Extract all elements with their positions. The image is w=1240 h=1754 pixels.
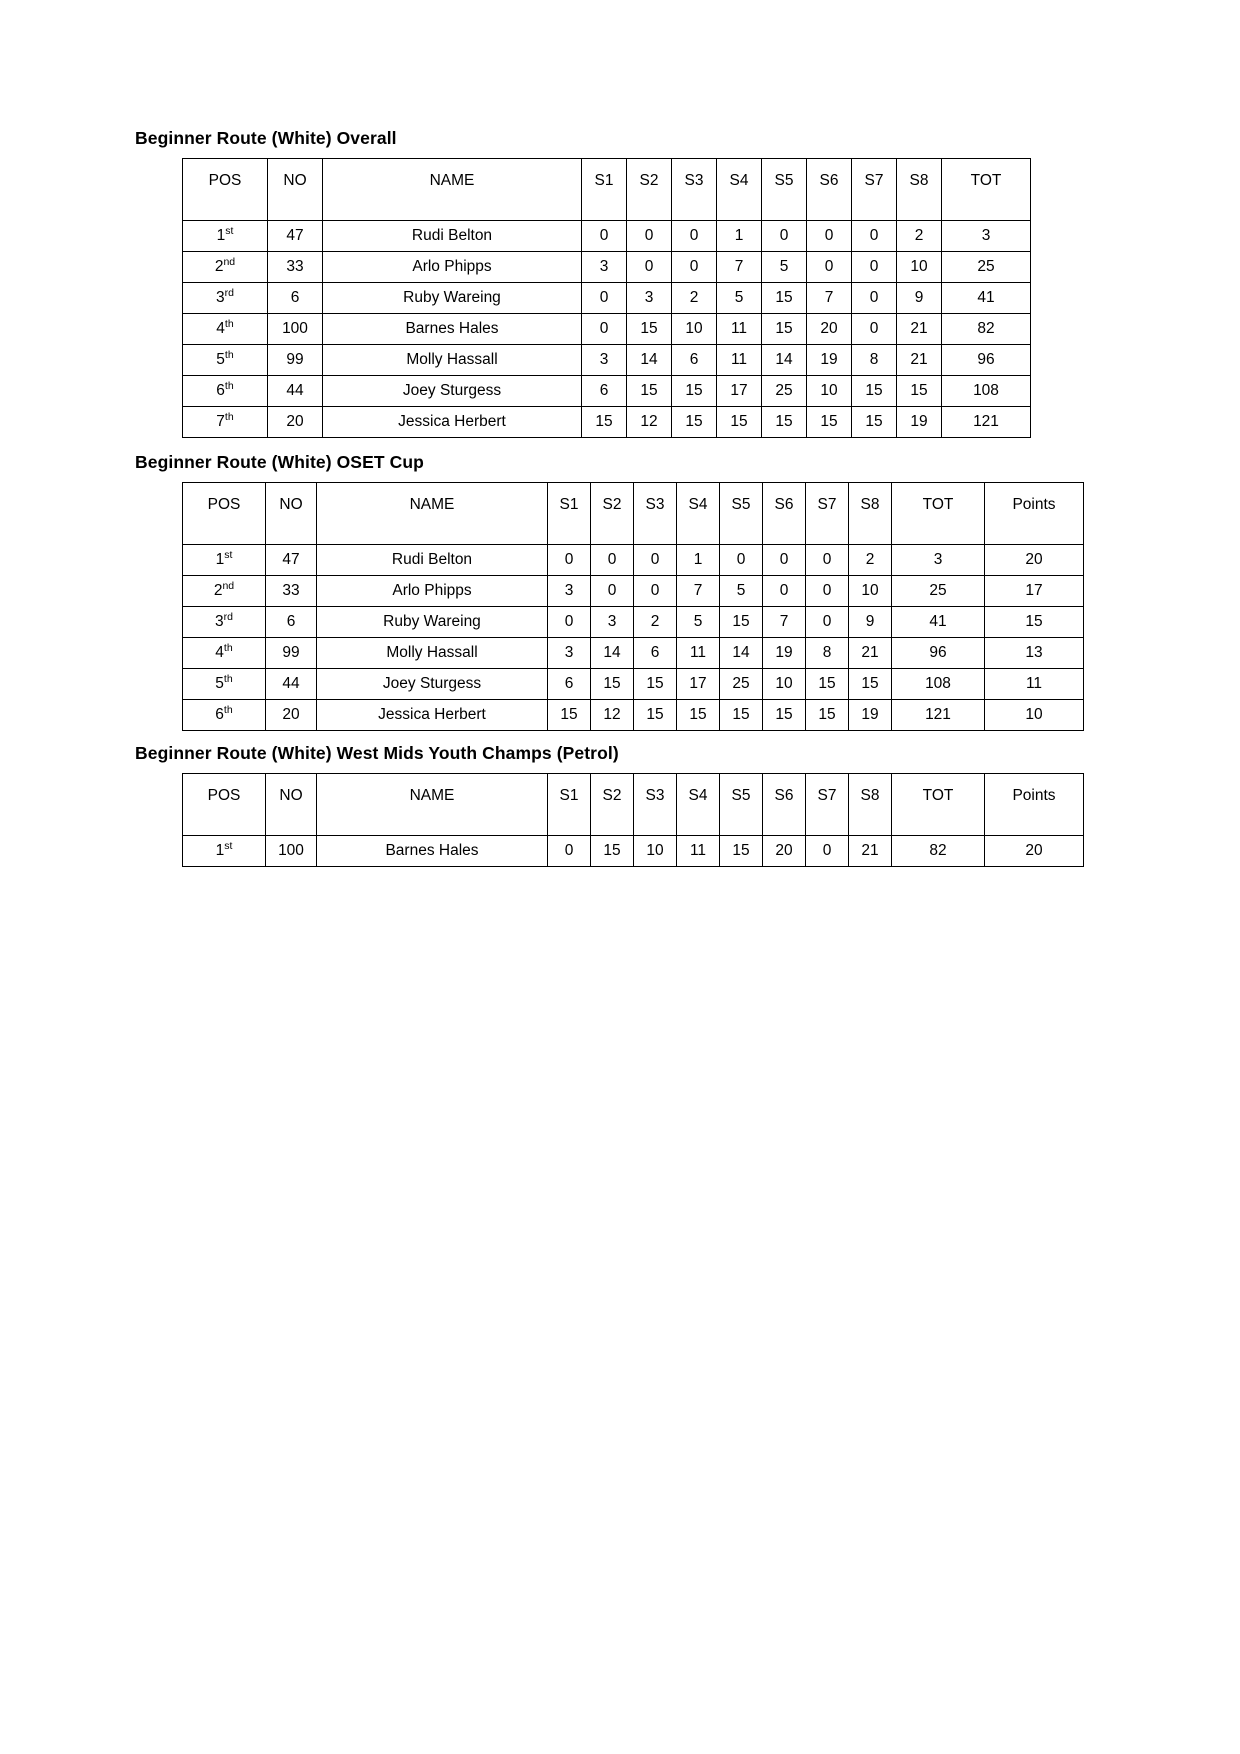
header-row [183,774,1084,836]
cell-section-5-score: 15 [720,700,763,731]
cell-section-3-score: 10 [634,836,677,867]
table-row [183,545,1084,576]
cell-section-6-score: 10 [763,669,806,700]
column-header-no: NO [266,774,317,836]
column-header-s1: S1 [548,774,591,836]
cell-section-2-score: 12 [627,407,672,438]
cell-section-4-score: 7 [677,576,720,607]
column-header-s6: S6 [807,159,852,221]
column-header-s8: S8 [849,483,892,545]
cell-section-1-score: 0 [548,836,591,867]
cell-total: 25 [942,252,1031,283]
cell-section-7-score: 0 [852,252,897,283]
cell-section-7-score: 8 [852,345,897,376]
cell-points: 11 [985,669,1084,700]
table-header [183,159,1031,221]
cell-total: 3 [892,545,985,576]
column-header-s8: S8 [897,159,942,221]
cell-number: 20 [266,700,317,731]
cell-section-2-score: 0 [627,252,672,283]
cell-section-4-score: 11 [717,314,762,345]
cell-section-2-score: 15 [627,314,672,345]
cell-section-1-score: 0 [548,545,591,576]
column-header-pos: POS [183,159,268,221]
cell-name: Arlo Phipps [323,252,582,283]
cell-section-4-score: 7 [717,252,762,283]
cell-section-7-score: 15 [806,669,849,700]
cell-section-1-score: 15 [582,407,627,438]
cell-section-3-score: 10 [672,314,717,345]
cell-section-6-score: 0 [763,545,806,576]
table-row [183,314,1031,345]
cell-name: Jessica Herbert [317,700,548,731]
cell-section-3-score: 6 [672,345,717,376]
cell-section-2-score: 15 [591,669,634,700]
cell-position: 1st [183,545,266,576]
cell-points: 13 [985,638,1084,669]
cell-name: Joey Sturgess [317,669,548,700]
column-header-no: NO [266,483,317,545]
cell-section-6-score: 0 [763,576,806,607]
cell-name: Molly Hassall [323,345,582,376]
column-header-s3: S3 [634,774,677,836]
cell-number: 100 [266,836,317,867]
column-header-s6: S6 [763,774,806,836]
cell-total: 41 [892,607,985,638]
cell-section-6-score: 10 [807,376,852,407]
cell-position: 5th [183,345,268,376]
cell-section-2-score: 12 [591,700,634,731]
cell-section-2-score: 3 [591,607,634,638]
results-table-oset-cup [182,482,1084,731]
cell-section-7-score: 0 [806,836,849,867]
column-header-pos: POS [183,483,266,545]
cell-number: 47 [266,545,317,576]
cell-number: 6 [266,607,317,638]
column-header-s4: S4 [677,774,720,836]
cell-section-7-score: 0 [852,314,897,345]
cell-number: 99 [268,345,323,376]
column-header-tot: TOT [942,159,1031,221]
cell-section-7-score: 15 [806,700,849,731]
cell-name: Ruby Wareing [323,283,582,314]
column-header-s1: S1 [548,483,591,545]
cell-section-4-score: 5 [677,607,720,638]
cell-section-7-score: 0 [806,545,849,576]
cell-section-1-score: 15 [548,700,591,731]
cell-name: Ruby Wareing [317,607,548,638]
column-header-s3: S3 [672,159,717,221]
cell-total: 3 [942,221,1031,252]
table-row [183,638,1084,669]
table-header [183,774,1084,836]
cell-number: 47 [268,221,323,252]
table-row [183,669,1084,700]
cell-section-3-score: 15 [672,407,717,438]
cell-name: Barnes Hales [323,314,582,345]
cell-section-6-score: 0 [807,221,852,252]
cell-section-5-score: 25 [762,376,807,407]
cell-position: 3rd [183,283,268,314]
header-row [183,483,1084,545]
cell-section-3-score: 15 [672,376,717,407]
cell-section-3-score: 2 [672,283,717,314]
table-row [183,607,1084,638]
section-title: Beginner Route (White) OSET Cup [135,452,424,472]
cell-total: 96 [892,638,985,669]
column-header-s6: S6 [763,483,806,545]
cell-points: 20 [985,836,1084,867]
cell-name: Arlo Phipps [317,576,548,607]
table-row [183,221,1031,252]
cell-number: 20 [268,407,323,438]
cell-section-3-score: 0 [634,545,677,576]
cell-total: 121 [892,700,985,731]
cell-section-3-score: 15 [634,700,677,731]
cell-position: 1st [183,836,266,867]
cell-section-8-score: 10 [897,252,942,283]
cell-section-7-score: 0 [852,221,897,252]
cell-section-6-score: 15 [807,407,852,438]
cell-section-6-score: 20 [763,836,806,867]
cell-points: 15 [985,607,1084,638]
cell-section-4-score: 15 [677,700,720,731]
cell-section-7-score: 0 [806,607,849,638]
cell-position: 2nd [183,252,268,283]
cell-section-1-score: 6 [582,376,627,407]
table-body [183,836,1084,867]
cell-section-8-score: 9 [849,607,892,638]
cell-section-7-score: 15 [852,407,897,438]
column-header-tot: TOT [892,483,985,545]
cell-section-4-score: 5 [717,283,762,314]
table-header [183,483,1084,545]
cell-number: 44 [268,376,323,407]
column-header-s4: S4 [677,483,720,545]
cell-total: 82 [942,314,1031,345]
cell-section-7-score: 0 [852,283,897,314]
column-header-s1: S1 [582,159,627,221]
cell-section-4-score: 11 [717,345,762,376]
cell-section-3-score: 2 [634,607,677,638]
cell-section-5-score: 14 [762,345,807,376]
column-header-s7: S7 [806,774,849,836]
column-header-s2: S2 [591,774,634,836]
cell-total: 121 [942,407,1031,438]
cell-section-4-score: 1 [677,545,720,576]
section-oset-cup [0,452,1240,731]
section-overall [0,128,1240,438]
cell-position: 4th [183,314,268,345]
cell-position: 6th [183,700,266,731]
cell-section-1-score: 3 [548,576,591,607]
column-header-s7: S7 [852,159,897,221]
cell-position: 2nd [183,576,266,607]
cell-section-2-score: 15 [591,836,634,867]
column-header-points: Points [985,774,1084,836]
cell-section-6-score: 19 [807,345,852,376]
cell-section-2-score: 15 [627,376,672,407]
cell-position: 7th [183,407,268,438]
cell-section-5-score: 15 [762,314,807,345]
cell-section-5-score: 14 [720,638,763,669]
column-header-s5: S5 [762,159,807,221]
cell-number: 33 [268,252,323,283]
cell-number: 6 [268,283,323,314]
cell-section-5-score: 25 [720,669,763,700]
table-row [183,252,1031,283]
column-header-tot: TOT [892,774,985,836]
column-header-s5: S5 [720,774,763,836]
cell-total: 96 [942,345,1031,376]
column-header-s3: S3 [634,483,677,545]
cell-name: Jessica Herbert [323,407,582,438]
section-west-mids-youth-champs [0,743,1240,867]
cell-section-5-score: 5 [720,576,763,607]
cell-points: 17 [985,576,1084,607]
cell-section-8-score: 9 [897,283,942,314]
cell-section-8-score: 2 [897,221,942,252]
cell-section-8-score: 10 [849,576,892,607]
cell-section-4-score: 11 [677,638,720,669]
column-header-points: Points [985,483,1084,545]
table-row [183,836,1084,867]
cell-section-8-score: 15 [897,376,942,407]
cell-section-1-score: 0 [582,314,627,345]
cell-section-7-score: 8 [806,638,849,669]
cell-section-1-score: 0 [582,221,627,252]
cell-name: Rudi Belton [323,221,582,252]
cell-name: Barnes Hales [317,836,548,867]
table-body [183,221,1031,438]
section-title: Beginner Route (White) West Mids Youth Champs (Petrol) [135,743,619,763]
cell-points: 20 [985,545,1084,576]
cell-section-2-score: 14 [591,638,634,669]
cell-number: 99 [266,638,317,669]
cell-section-5-score: 5 [762,252,807,283]
cell-section-2-score: 0 [591,545,634,576]
column-header-s2: S2 [627,159,672,221]
cell-section-8-score: 19 [897,407,942,438]
cell-number: 100 [268,314,323,345]
table-row [183,700,1084,731]
cell-section-8-score: 21 [849,836,892,867]
cell-section-5-score: 15 [720,607,763,638]
cell-position: 3rd [183,607,266,638]
results-table-overall [182,158,1031,438]
table-row [183,376,1031,407]
cell-section-8-score: 15 [849,669,892,700]
cell-position: 5th [183,669,266,700]
table-row [183,283,1031,314]
cell-section-3-score: 0 [672,252,717,283]
cell-section-6-score: 19 [763,638,806,669]
cell-section-7-score: 15 [852,376,897,407]
cell-section-1-score: 3 [582,345,627,376]
table-row [183,576,1084,607]
cell-position: 1st [183,221,268,252]
cell-section-1-score: 6 [548,669,591,700]
header-row [183,159,1031,221]
column-header-s2: S2 [591,483,634,545]
cell-total: 108 [892,669,985,700]
cell-section-4-score: 17 [677,669,720,700]
cell-section-4-score: 17 [717,376,762,407]
cell-section-3-score: 15 [634,669,677,700]
cell-total: 108 [942,376,1031,407]
cell-section-3-score: 6 [634,638,677,669]
column-header-s4: S4 [717,159,762,221]
column-header-name: NAME [317,774,548,836]
cell-section-4-score: 1 [717,221,762,252]
cell-section-2-score: 3 [627,283,672,314]
cell-section-5-score: 0 [762,221,807,252]
cell-section-6-score: 7 [807,283,852,314]
column-header-s8: S8 [849,774,892,836]
table-row [183,407,1031,438]
results-table-west-mids [182,773,1084,867]
cell-section-2-score: 0 [591,576,634,607]
cell-position: 6th [183,376,268,407]
cell-section-2-score: 0 [627,221,672,252]
table-body [183,545,1084,731]
cell-section-1-score: 0 [582,283,627,314]
cell-total: 82 [892,836,985,867]
cell-section-5-score: 15 [762,283,807,314]
cell-section-8-score: 21 [849,638,892,669]
cell-section-4-score: 11 [677,836,720,867]
cell-number: 44 [266,669,317,700]
cell-section-6-score: 7 [763,607,806,638]
cell-section-8-score: 19 [849,700,892,731]
cell-section-6-score: 15 [763,700,806,731]
cell-section-2-score: 14 [627,345,672,376]
column-header-no: NO [268,159,323,221]
cell-name: Joey Sturgess [323,376,582,407]
cell-section-5-score: 0 [720,545,763,576]
column-header-name: NAME [323,159,582,221]
cell-section-5-score: 15 [720,836,763,867]
cell-name: Rudi Belton [317,545,548,576]
cell-total: 41 [942,283,1031,314]
cell-section-8-score: 2 [849,545,892,576]
cell-section-1-score: 3 [548,638,591,669]
section-title: Beginner Route (White) Overall [135,128,397,148]
cell-section-8-score: 21 [897,345,942,376]
cell-section-3-score: 0 [634,576,677,607]
cell-section-6-score: 0 [807,252,852,283]
cell-section-1-score: 3 [582,252,627,283]
cell-section-8-score: 21 [897,314,942,345]
column-header-name: NAME [317,483,548,545]
cell-section-5-score: 15 [762,407,807,438]
cell-section-1-score: 0 [548,607,591,638]
cell-total: 25 [892,576,985,607]
column-header-pos: POS [183,774,266,836]
cell-number: 33 [266,576,317,607]
column-header-s5: S5 [720,483,763,545]
cell-section-4-score: 15 [717,407,762,438]
table-row [183,345,1031,376]
cell-section-3-score: 0 [672,221,717,252]
column-header-s7: S7 [806,483,849,545]
cell-points: 10 [985,700,1084,731]
cell-name: Molly Hassall [317,638,548,669]
cell-position: 4th [183,638,266,669]
cell-section-6-score: 20 [807,314,852,345]
cell-section-7-score: 0 [806,576,849,607]
